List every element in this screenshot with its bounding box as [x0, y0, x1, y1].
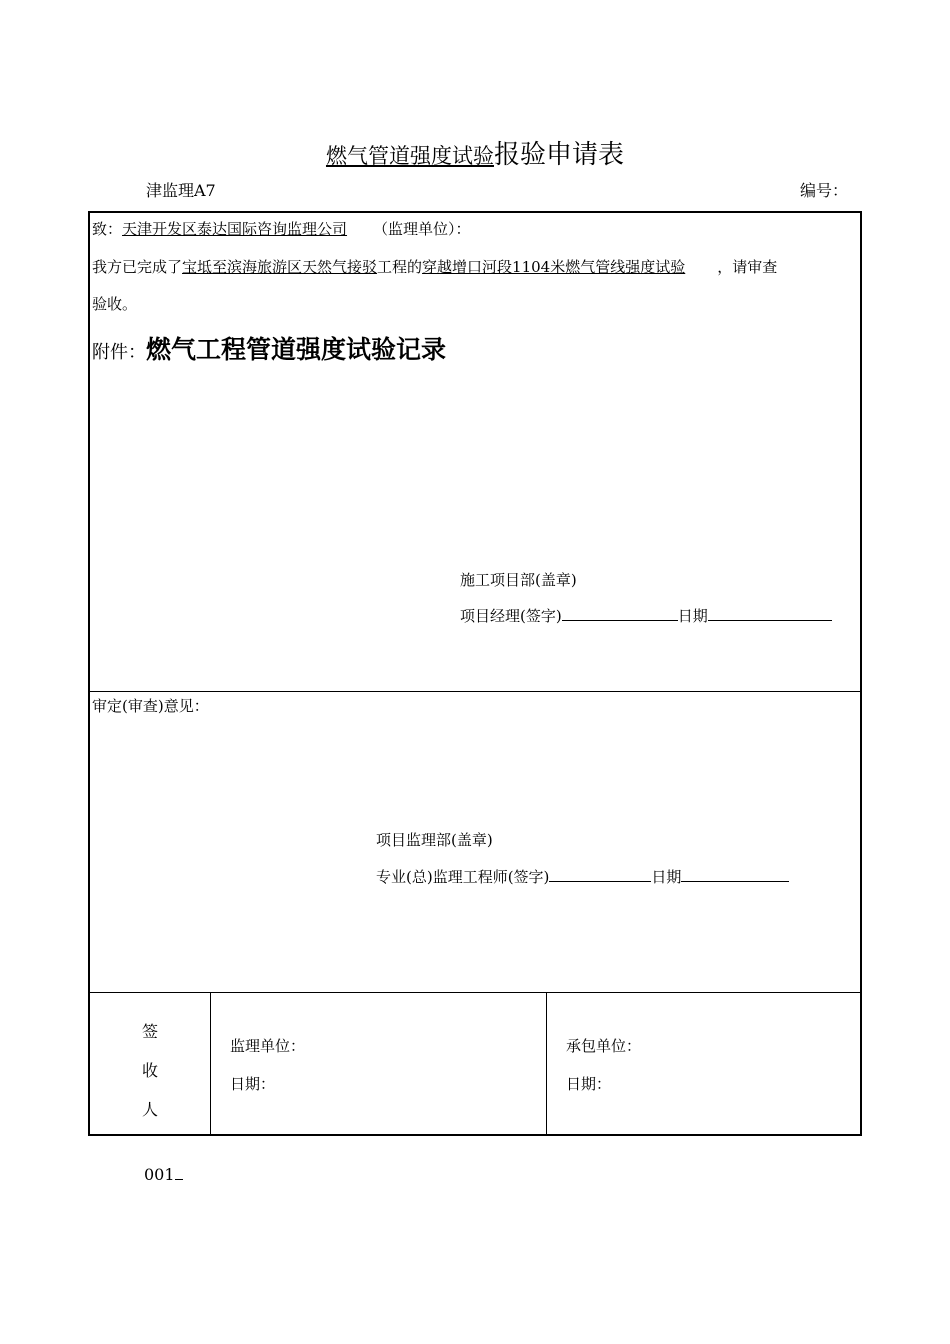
- line1-mid: 工程的: [377, 258, 423, 276]
- attachment-title: 燃气工程管道强度试验记录: [146, 335, 447, 364]
- line1-suffix: ，请审查: [717, 258, 778, 276]
- form-title: [0, 134, 950, 171]
- manager-sign-blank[interactable]: [562, 606, 678, 621]
- manager-date-label: 日期: [677, 607, 708, 625]
- line1-prefix: 我方已完成了: [92, 258, 183, 276]
- contractor-unit-label: 承包单位：: [566, 1037, 642, 1055]
- sign-char-2: 收: [142, 1061, 159, 1080]
- addressee-line: [92, 218, 471, 239]
- engineer-sign-blank[interactable]: [549, 867, 651, 882]
- contractor-stamp-label: 施工项目部(盖章): [460, 571, 577, 589]
- attachment-line: [92, 330, 446, 366]
- manager-date-blank[interactable]: [708, 606, 832, 621]
- attachment-label: 附件：: [92, 342, 146, 363]
- supervisor-unit-label: 监理单位：: [230, 1037, 306, 1055]
- manager-sign-label: 项目经理(签字): [460, 607, 562, 625]
- form-code: 津监理A7: [146, 181, 216, 200]
- section-divider-2: [90, 992, 860, 993]
- engineer-sign-label: 专业(总)监理工程师(签字): [376, 868, 550, 886]
- to-prefix: 致：: [92, 220, 123, 238]
- number-label: 编号：: [800, 181, 849, 200]
- work-item: 穿越增口河段1104米燃气管线强度试验: [422, 258, 686, 276]
- project-name: 宝坻至滨海旅游区天然气接驳: [182, 258, 378, 276]
- to-suffix: （监理单位）：: [373, 220, 471, 238]
- title-subject: 燃气管道强度试验: [325, 144, 494, 168]
- engineer-date-blank[interactable]: [681, 867, 789, 882]
- supervision-stamp-label: 项目监理部(盖章): [376, 831, 493, 849]
- manager-sign-line: [460, 605, 832, 626]
- unit-column-divider: [546, 992, 547, 1136]
- engineer-date-label: 日期: [651, 868, 682, 886]
- form-table: [88, 211, 862, 1136]
- completion-line-2: 验收。: [92, 295, 138, 313]
- section-divider-1: [90, 691, 860, 692]
- opinion-label: 审定(审查)意见：: [92, 697, 209, 715]
- contractor-date-label: 日期：: [566, 1075, 612, 1093]
- title-main: 报验申请表: [493, 140, 624, 170]
- sign-char-1: 签: [142, 1022, 159, 1041]
- completion-line: [92, 256, 777, 277]
- engineer-sign-line: [376, 866, 789, 887]
- page-number: 001: [144, 1165, 183, 1184]
- supervisor-date-label: 日期：: [230, 1075, 276, 1093]
- supervisor-company: 天津开发区泰达国际咨询监理公司: [122, 220, 348, 238]
- sign-column-divider: [210, 992, 211, 1136]
- sign-char-3: 人: [142, 1100, 159, 1119]
